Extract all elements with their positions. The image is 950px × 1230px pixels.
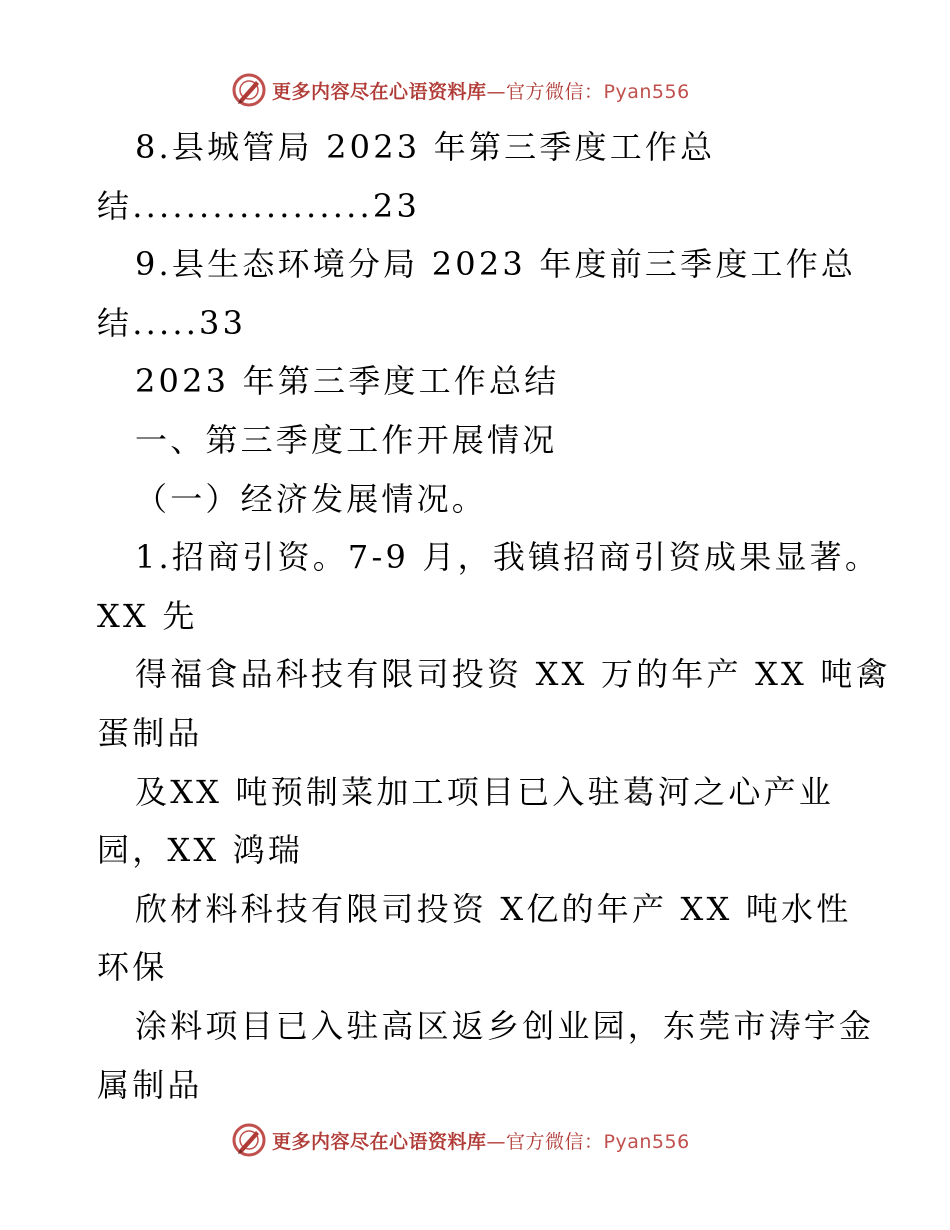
pen-logo-icon [232,73,266,107]
doc-line-1: 8.县城管局 2023 年第三季度工作总 [135,128,716,166]
paragraph-line: 蛋制品 [97,713,203,752]
heading-level-2: （一）经济发展情况。 [135,479,488,518]
watermark-text [272,1127,690,1154]
section-title: 2023 年第三季度工作总结 [135,362,560,401]
watermark-separator: — [486,1130,507,1153]
watermark-brand: 更多内容尽在心语资料库 [272,80,487,103]
watermark-wechat-id: Pyan556 [603,80,690,103]
watermark-text [272,77,690,104]
watermark-wechat-id: Pyan556 [603,1130,690,1153]
paragraph-line: 1.招商引资。7-9 月，我镇招商引资成果显著。 [135,538,881,577]
paragraph-line: 涂料项目已入驻高区返乡创业园，东莞市涛宇金 [135,1006,875,1045]
doc-line-4: 结.....33 [97,303,247,342]
paragraph-line: 及XX 吨预制菜加工项目已入驻葛河之心产业 [135,772,834,811]
watermark-banner-bottom [232,1122,690,1158]
pen-logo-icon [232,1123,266,1157]
doc-line-2: 结..................23 [97,186,421,225]
heading-level-1: 一、第三季度工作开展情况 [135,420,558,459]
paragraph-line: 园，XX 鸿瑞 [97,831,304,870]
watermark-separator: — [486,80,507,103]
paragraph-line: 属制品 [97,1065,203,1104]
document-body [97,118,897,1114]
paragraph-line: 环保 [97,948,168,987]
paragraph-line: 得福食品科技有限司投资 XX 万的年产 XX 吨禽 [135,655,891,694]
doc-line-3: 9.县生态环境分局 2023 年度前三季度工作总 [135,245,857,284]
paragraph-line: XX 先 [97,596,198,635]
watermark-banner-top [232,72,690,108]
paragraph-line: 欣材料科技有限司投资 X亿的年产 XX 吨水性 [135,889,852,928]
watermark-brand: 更多内容尽在心语资料库 [272,1130,487,1153]
watermark-wechat-label: 官方微信： [506,80,604,103]
watermark-wechat-label: 官方微信： [506,1130,604,1153]
